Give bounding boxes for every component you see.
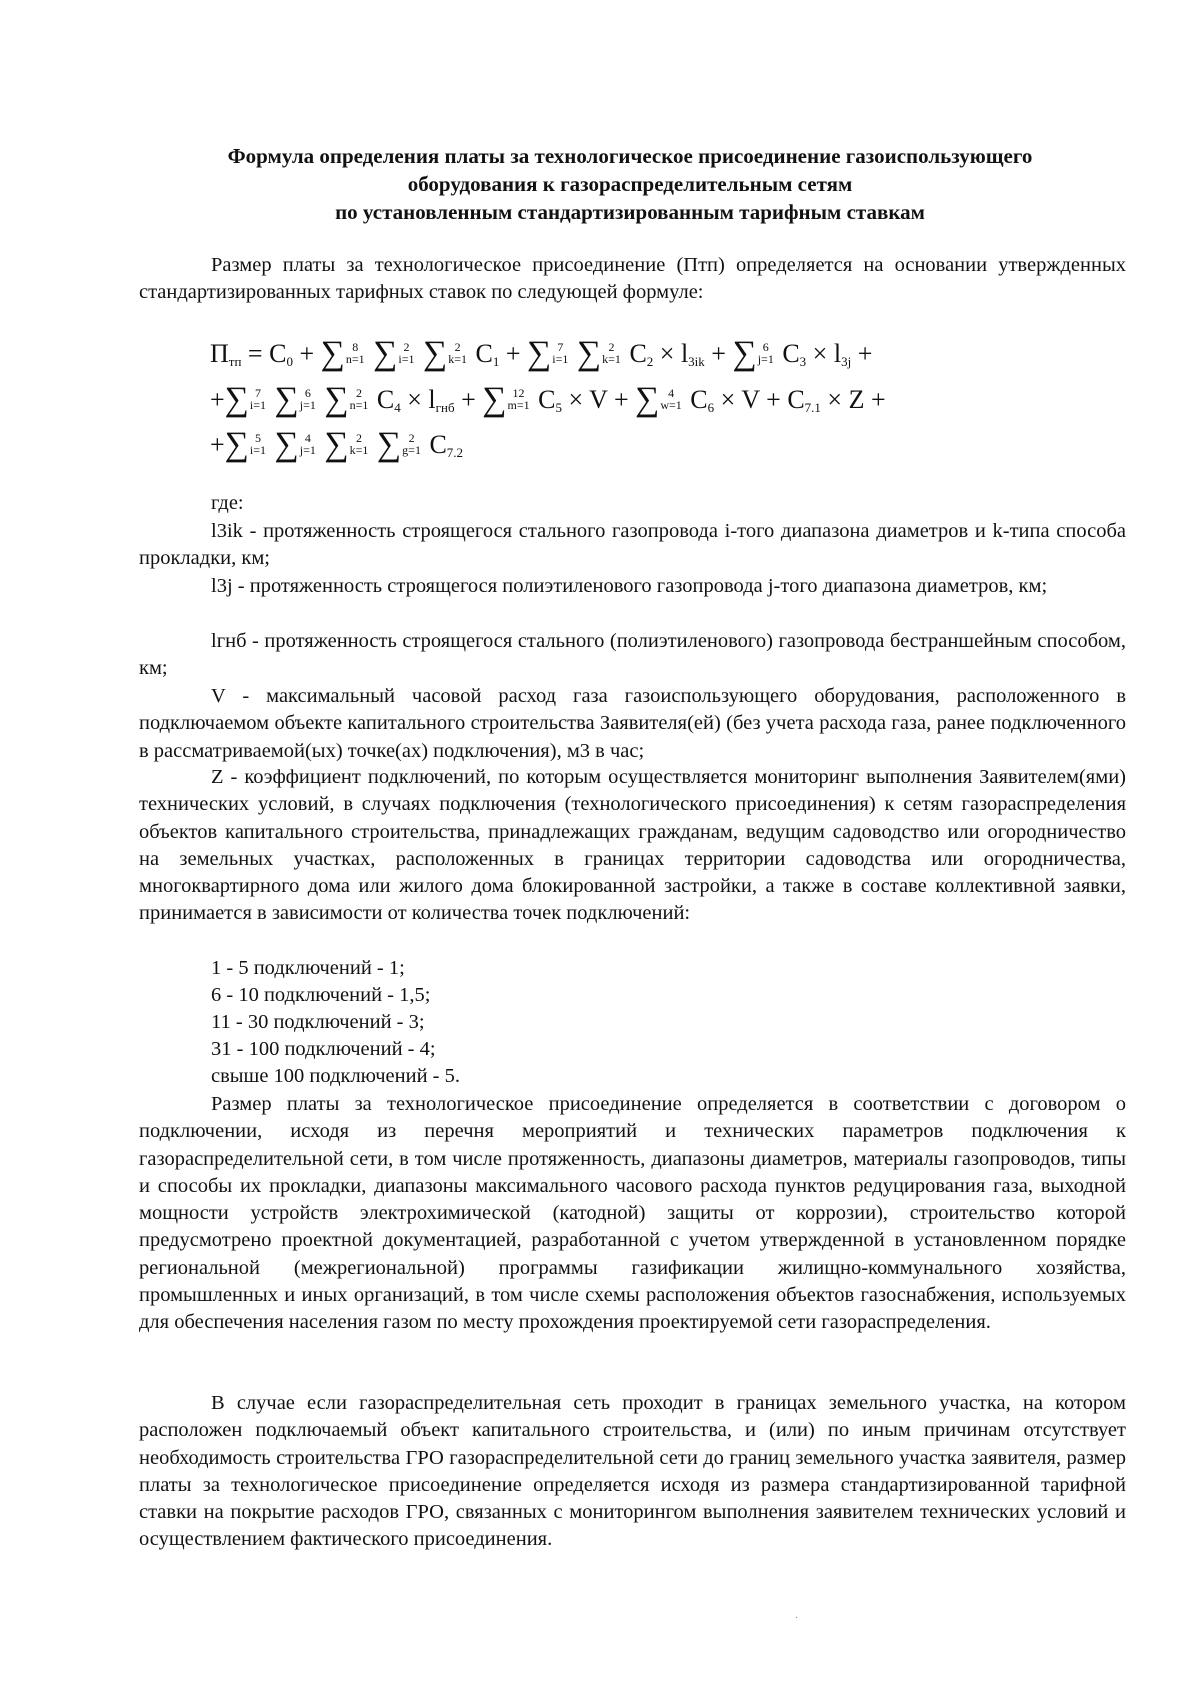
sum-symbol: ∑	[274, 426, 299, 463]
definition-v: V - максимальный часовой расход газа газоиспользующего оборудования, расположенного в подключаемом объекте капитального строительства Заявителя(ей) (без учета расхода газа, ранее подключенного в рассматриваемой(ых) точке(ах) подключения), м3 в час;	[139, 685, 1126, 762]
definition-z: Z - коэффициент подключений, по которым осуществляется мониторинг выполнения Заявителем(ями) технических условий, в случаях подключения (технологического присоединения) к сетям газораспределения объектов капитального строительства, принадлежащих гражданам, ведущим садоводство или огородничество на земельных участках, расположенных в границах территории садоводства или огородничества, многоквартирного дома или жилого дома блокированной застройки, а также в составе коллективной заявки, принимается в зависимости от количества точек подключений:	[139, 766, 1126, 925]
z-value-4: 31 - 100 подключений - 4;	[211, 1038, 436, 1060]
sum-symbol: ∑	[373, 335, 398, 372]
scan-speck: ·	[795, 1613, 799, 1624]
sum-symbol: ∑	[527, 335, 552, 372]
z-value-3: 11 - 30 подключений - 3;	[211, 1011, 425, 1033]
formula-line-2: +∑ 7 i=1 ∑ 6 j=1 ∑ 2 n=1 $C_4 \times l_{гнб}$ + ∑ 12 m=1 $C_5 \times V$ + ∑ 4 w=1 $C_6 \times V + C_{7.1} \times Z$ +	[210, 381, 886, 418]
sum-symbol: ∑	[482, 381, 507, 418]
document-title	[140, 142, 1120, 226]
sum-symbol: ∑	[376, 426, 402, 463]
title-line-2: оборудования к газораспределительным сетям	[407, 172, 853, 196]
z-value-1: 1 - 5 подключений - 1;	[211, 957, 405, 979]
definition-l3ik: l3ik - протяженность строящегося стального газопровода i-того диапазона диаметров и k-типа способа прокладки, км;	[139, 520, 1126, 570]
paragraph-payment-size: Размер платы за технологическое присоединение определяется в соответствии с договором о подключении, исходя из перечня мероприятий и технических параметров подключения к газораспределительной сети, в том числе протяженность, диапазоны диаметров, материалы газопроводов, типы и способы их прокладки, диапазоны максимального часового расхода пунктов редуцирования газа, выходной мощности устройств электрохимической (катодной) защиты от коррозии), строительство которой предусмотрено проектной документацией, разработанной с учетом утвержденной в установленном порядке региональной (межрегиональной) программы газификации жилищно-коммунального хозяйства, промышленных и иных организаций, в том числе схемы расположения объектов газоснабжения, используемых для обеспечения населения газом по месту прохождения проектируемой сети газораспределения.	[139, 1093, 1126, 1334]
sum-symbol: ∑	[224, 426, 249, 463]
formula-lhs: $П_{тп}$	[210, 339, 242, 369]
sum-symbol: ∑	[732, 335, 757, 372]
paragraph-gro-case: В случае если газораспределительная сеть проходит в границах земельного участка, на котором расположен подключаемый объект капитального строительства, и (или) по иным причинам отсутствует необходимость строительства ГРО газораспределительной сети до границ земельного участка заявителя, размер платы за технологическое присоединение определяется исходя из размера стандартизированной тарифной ставки на покрытие расходов ГРО, связанных с мониторингом выполнения заявителем технических условий и осуществлением фактического присоединения.	[139, 1392, 1126, 1551]
sum-symbol: ∑	[635, 381, 660, 418]
definition-l3j: l3j - протяженность строящегося полиэтиленового газопровода j-того диапазона диаметров, км;	[211, 575, 1048, 597]
sum-symbol: ∑	[423, 335, 448, 372]
title-line-1: Формула определения платы за технологическое присоединение газоиспользующего	[227, 144, 1033, 168]
intro-paragraph: Размер платы за технологическое присоединение (Птп) определяется на основании утвержденных стандартизированных тарифных ставок по следующей формуле:	[139, 254, 1126, 304]
formula-line-3: +∑ 5 i=1 ∑ 4 j=1 ∑ 2 k=1 ∑ 2 g=1 $C_{7.2}$	[210, 426, 464, 463]
title-line-3: по установленным стандартизированным тарифным ставкам	[335, 200, 925, 224]
formula-c0: = C	[247, 339, 287, 368]
sum-symbol: ∑	[224, 381, 249, 418]
sum-symbol: ∑	[274, 381, 299, 418]
where-label: где:	[211, 492, 244, 514]
definition-lgnb: lгнб - протяженность строящегося стального (полиэтиленового) газопровода бестраншейным способом, км;	[139, 630, 1126, 680]
sum-symbol: ∑	[324, 426, 349, 463]
sum-symbol: ∑	[576, 335, 602, 372]
z-value-5: свыше 100 подключений - 5.	[211, 1065, 460, 1087]
sum-symbol: ∑	[324, 381, 349, 418]
z-value-2: 6 - 10 подключений - 1,5;	[211, 984, 431, 1006]
sum-symbol: ∑	[320, 335, 345, 372]
formula-line-1: $П_{тп} = C_0$ + ∑ 8 n=1 ∑ 2 i=1 ∑ 2 k=1 $C_1$ + ∑ 7 i=1 ∑ 2 k=1 $C_2 \times l_{3ik}$ + ∑ 6 j=1 $C_3 \times l_{3j}$ +	[210, 335, 873, 372]
